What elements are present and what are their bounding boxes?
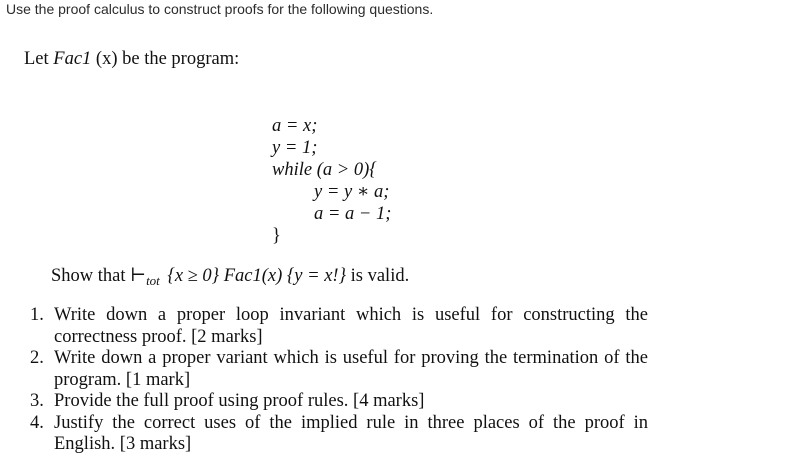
code-line: a = x; xyxy=(272,116,318,136)
intro-prefix: Let xyxy=(24,49,54,69)
code-line: a = a − 1; xyxy=(314,204,392,224)
question-number: 3. xyxy=(30,391,44,411)
question-number: 4. xyxy=(30,412,44,433)
hoare-triple: {x ≥ 0} Fac1(x) {y = x!} xyxy=(162,266,346,286)
question-text: Provide the full proof using proof rules. [4 marks] xyxy=(54,391,425,411)
statement-suffix: is valid. xyxy=(346,266,410,286)
question-number: 2. xyxy=(30,348,44,368)
question-text: Justify the correct uses of the implied rule in three places of the proof in English. [3 marks] xyxy=(54,412,648,454)
question-list xyxy=(30,305,648,456)
program-intro xyxy=(24,49,239,70)
list-item xyxy=(30,305,648,348)
program-code xyxy=(272,115,391,247)
intro-suffix: (x) be the program: xyxy=(91,49,240,69)
program-name: Fac1 xyxy=(53,49,92,69)
statement-prefix: Show that xyxy=(51,266,131,286)
code-line: y = 1; xyxy=(272,138,318,158)
list-item xyxy=(30,391,648,413)
validity-statement xyxy=(51,265,409,287)
question-number: 1. xyxy=(30,305,44,325)
code-line: y = y ∗ a; xyxy=(314,182,390,202)
instruction-text: Use the proof calculus to construct proofs for the following questions. xyxy=(6,1,434,17)
list-item xyxy=(30,413,648,456)
question-text: Write down a proper variant which is useful for proving the termination of the program. [1 mark] xyxy=(54,348,648,390)
code-line: } xyxy=(272,226,281,246)
code-line: while (a > 0){ xyxy=(272,160,377,180)
turnstile-subscript: tot xyxy=(146,273,160,288)
turnstile-symbol: ⊢ xyxy=(130,266,147,286)
list-item xyxy=(30,348,648,391)
question-text: Write down a proper loop invariant which is useful for constructing the correctness proof. [2 marks] xyxy=(54,305,648,347)
